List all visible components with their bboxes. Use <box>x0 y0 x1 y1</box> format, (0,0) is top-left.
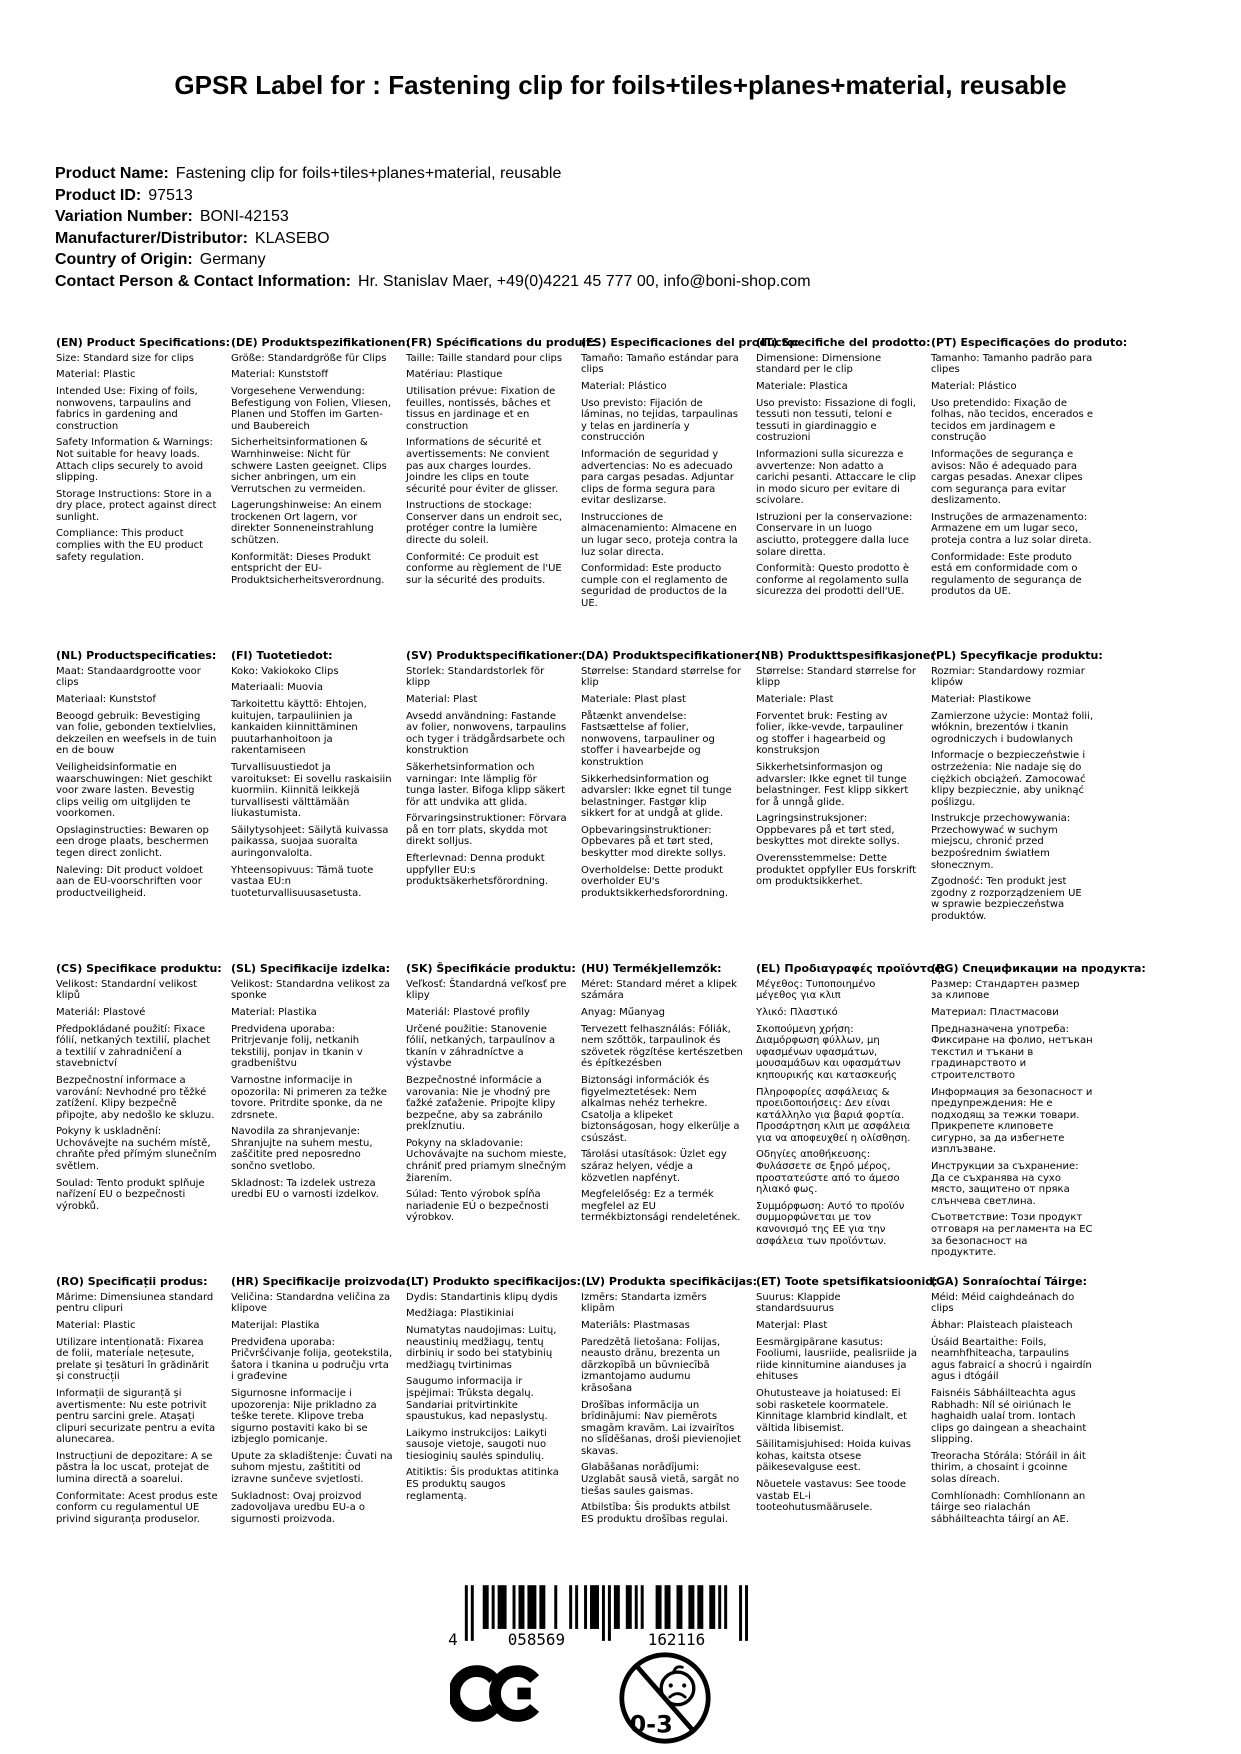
spec-items <box>56 666 218 900</box>
spec-block <box>56 337 231 650</box>
spec-heading: (LT) Produkto specifikacijos: <box>406 1275 581 1288</box>
spec-item: Súlad: Tento výrobok spĺňa nariadenie EÚ o bezpečnosti výrobkov. <box>406 1189 549 1224</box>
spec-item: Efterlevnad: Denna produkt uppfyller EU:s produktsäkerhetsförordning. <box>406 853 549 888</box>
age-warning-label: 0-3 <box>629 1710 673 1739</box>
spec-item: Instrucțiuni de depozitare: A se păstra la loc uscat, protejat de lumina directă a soarelui. <box>56 1450 213 1486</box>
spec-item: Overholdelse: Dette produkt overholder EU's produktsikkerhedsforordning. <box>581 864 729 899</box>
spec-items <box>756 979 918 1247</box>
product-info-row <box>55 249 1185 271</box>
spec-items <box>931 666 1093 923</box>
spec-item: Sicherheitsinformationen & Warnhinweise: Nicht für schwere Lasten geeignet. Clips sicher anbringen, um ein Verrutschen zu vermeiden. <box>231 437 387 495</box>
spec-block <box>756 1275 938 1589</box>
spec-item: Informações de segurança e avisos: Não é adequado para cargas pesadas. Anexar clipes com segurança para evitar deslizamento. <box>931 448 1083 507</box>
spec-heading: (GA) Sonraíochtaí Táirge: <box>931 1275 1087 1288</box>
spec-item: Sigurnosne informacije i upozorenja: Nije prikladno za teške terete. Klipove treba sigurno postaviti kako bi se izbjeglo pomicanje. <box>231 1387 377 1446</box>
spec-heading: (ET) Toote spetsifikatsioonid: <box>756 1275 938 1288</box>
spec-item: Materiál: Plastové profily <box>406 1006 530 1018</box>
spec-item: Zamierzone użycie: Montaż folii, włóknin, brezentów i tkanin ogrodniczych i budowlanych <box>931 710 1093 745</box>
spec-item: Förvaringsinstruktioner: Förvara på en torr plats, skydda mot direkt solljus. <box>406 813 567 848</box>
spec-item: Conformità: Questo prodotto è conforme al regolamento sulla sicurezza dei prodotti dell'UE. <box>756 563 910 598</box>
spec-item: Предназначена употреба: Фиксиране на фолио, нетъкан текстил и тъкани в градинарството и строителството <box>931 1023 1093 1081</box>
spec-item: Zgodność: Ten produkt jest zgodny z rozporządzeniem UE w sprawie bezpieczeństwa produktów. <box>931 876 1082 923</box>
spec-item: Atitiktis: Šis produktas atitinka ES produktų saugos reglamentą. <box>406 1467 559 1502</box>
spec-items <box>231 353 393 587</box>
spec-item: Bezpečnostní informace a varování: Nevhodné pro těžké zatížení. Klipy bezpečně připojte, aby nedošlo ke skluzu. <box>56 1074 215 1121</box>
product-info-row <box>55 228 1185 250</box>
spec-item: Uso pretendido: Fixação de folhas, não tecidos, encerados e tecidos em jardinagem e construção <box>931 397 1093 444</box>
spec-heading: (DE) Produktspezifikationen: <box>231 336 410 349</box>
spec-item: Naleving: Dit product voldoet aan de EU-voorschriften voor productveiligheid. <box>56 864 204 899</box>
spec-item: Storlek: Standardstorlek för klipp <box>406 665 545 689</box>
spec-item: Opbevaringsinstruktioner: Opbevares på et tørt sted, beskytter mod direkte sollys. <box>581 824 727 860</box>
spec-items <box>406 666 568 888</box>
spec-item: Sikkerhetsinformasjon og advarsler: Ikke egnet til tunge belastninger. Fest klipp sikkert for å unngå glide. <box>756 761 909 808</box>
product-info-value: Hr. Stanislav Maer, +49(0)4221 45 777 00, info@boni-shop.com <box>358 272 811 290</box>
spec-item: Dimensione: Dimensione standard per le clip <box>756 352 882 376</box>
spec-item: Predviđena uporaba: Pričvršćivanje folija, geotekstila, šatora i tkanina u području vrta i građevine <box>231 1336 393 1383</box>
spec-item: Yhteensopivuus: Tämä tuote vastaa EU:n tuoteturvallisuusasetusta. <box>231 864 374 899</box>
spec-item: Materiaali: Muovia <box>231 682 323 694</box>
spec-item: Turvallisuustiedot ja varoitukset: Ei sovellu raskaisiin kuormiin. Kiinnitä leikkejä turvallisesti välttämään liukastumista. <box>231 761 392 820</box>
product-info-label: Product ID: <box>55 186 142 204</box>
spec-item: Izmērs: Standarta izmērs klipām <box>581 1291 707 1315</box>
barcode-right-group: 162116 <box>647 1629 706 1649</box>
spec-item: Předpokládané použití: Fixace fólií, netkaných textilií, plachet a textilií v zahradničení a stavebnictví <box>56 1023 211 1070</box>
spec-item: Størrelse: Standard størrelse for klipp <box>756 665 917 689</box>
spec-item: Avsedd användning: Fastande av folier, nonwovens, tarpaulins och tyger i trädgårdsarbete och konstruktion <box>406 710 567 757</box>
spec-block <box>931 1276 1106 1589</box>
spec-item: Veličina: Standardna veličina za klipove <box>231 1291 391 1315</box>
spec-item: Materiał: Plastikowe <box>931 693 1031 705</box>
spec-item: Faisnéis Sábháilteachta agus Rabhadh: Níl sé oiriúnach le haghaidh ualaí trom. Iontach clips go daingean a sheachaint slipping. <box>931 1387 1087 1446</box>
spec-item: Comhlíonadh: Comhlíonann an táirge seo rialachán sábháilteachta táirgí an AE. <box>931 1490 1086 1525</box>
spec-item: Megfelelőség: Ez a termék megfelel az EU termékbiztonsági rendeletének. <box>581 1189 741 1224</box>
spec-item: Varnostne informacije in opozorila: Ni primeren za težke tovore. Pritrdite sponke, da ne zdrsnete. <box>231 1074 387 1121</box>
spec-item: Conformitate: Acest produs este conform cu regulamentul UE privind siguranța produselor. <box>56 1490 218 1525</box>
spec-item: Nõuetele vastavus: See toode vastab EL-i tooteohutusmäärusele. <box>756 1479 907 1514</box>
spec-heading: (DA) Produktspecifikationer: <box>581 649 759 662</box>
spec-item: Veiligheidsinformatie en waarschuwingen: Niet geschikt voor zware lasten. Bevestig clips veilig om uitglijden te voorkomen. <box>56 761 213 820</box>
product-info-label: Country of Origin: <box>55 251 193 268</box>
spec-item: Utilisation prévue: Fixation de feuilles, nontissés, bâches et tissus en jardinage et en construction <box>406 385 556 432</box>
spec-items <box>581 353 743 610</box>
spec-items <box>406 979 568 1224</box>
spec-item: Compliance: This product complies with the EU product safety regulation. <box>56 528 204 563</box>
product-info-label: Contact Person & Contact Information: <box>55 272 352 290</box>
spec-item: Anyag: Műanyag <box>581 1006 665 1018</box>
spec-heading: (LV) Produkta specifikācijas: <box>581 1275 757 1288</box>
spec-items <box>56 353 218 564</box>
product-info-value: 97513 <box>148 186 193 204</box>
spec-item: Predvidena uporaba: Pritrjevanje folij, netkanih tekstilij, ponjav in tkanin v gradbeništvu <box>231 1023 363 1070</box>
spec-item: Säilytysohjeet: Säilytä kuivassa paikassa, suojaa suoralta auringonvalolta. <box>231 824 389 860</box>
spec-heading: (SV) Produktspecifikationer: <box>406 649 583 662</box>
spec-block <box>406 1276 581 1589</box>
spec-item: Koko: Vakiokoko Clips <box>231 665 339 677</box>
spec-items <box>231 1292 393 1526</box>
spec-item: Materjal: Plast <box>756 1319 828 1331</box>
spec-item: Méret: Standard méret a klipek számára <box>581 978 737 1002</box>
spec-item: Skladnost: Ta izdelek ustreza uredbi EU o varnosti izdelkov. <box>231 1177 379 1201</box>
spec-item: Velikost: Standardní velikost klipů <box>56 978 198 1002</box>
spec-heading: (EL) Προδιαγραφές προϊόντος: <box>756 962 946 975</box>
spec-items <box>406 353 568 587</box>
spec-item: Tarkoitettu käyttö: Ehtojen, kuitujen, tarpauliinien ja kankaiden kiinnittäminen puutarhanhoitoon ja rakentamiseen <box>231 698 367 757</box>
spec-block <box>56 963 231 1276</box>
spec-items <box>756 666 918 888</box>
spec-heading: (FR) Spécifications du produit: <box>406 336 596 349</box>
spec-item: Taille: Taille standard pour clips <box>406 352 563 364</box>
spec-item: Paredzētā lietošana: Folijas, neausto drānu, brezenta un dārzkopībā un būvniecībā izmantojamo audumu krāsošana <box>581 1336 721 1394</box>
spec-item: Οδηγίες αποθήκευσης: Φυλάσσετε σε ξηρό μέρος, προστατεύστε από το άμεσο ηλιακό φως. <box>756 1149 900 1196</box>
spec-item: Größe: Standardgröße für Clips <box>231 352 387 364</box>
spec-item: Πληροφορίες ασφάλειας & προειδοποιήσεις: Δεν είναι κατάλληλο για βαριά φορτία. Προσάρτηση κλιπ με ασφάλεια για να αποφευχθεί η ολίσθηση. <box>756 1086 911 1144</box>
spec-block <box>56 650 231 963</box>
spec-item: Biztonsági információk és figyelmeztetések: Nem alkalmas nehéz terhekre. Csatolja a klipeket biztonságosan, hogy elkerülje a csúszást. <box>581 1074 740 1144</box>
spec-block <box>231 963 406 1276</box>
spec-block <box>581 1276 756 1589</box>
spec-item: Materiale: Plast plast <box>581 693 686 705</box>
spec-block <box>406 336 596 650</box>
spec-heading: (NL) Productspecificaties: <box>56 649 217 662</box>
ce-mark-icon <box>450 1662 548 1730</box>
spec-item: Información de seguridad y advertencias: No es adecuado para cargas pesadas. Adjuntar clips de forma segura para evitar deslizarse. <box>581 448 734 507</box>
spec-item: Určené použitie: Stanovenie fólií, netkaných, tarpaulínov a tkanín v záhradníctve a výstavbe <box>406 1023 556 1070</box>
spec-item: Material: Plastika <box>231 1006 317 1018</box>
spec-heading: (IT) Specifiche del prodotto: <box>756 336 931 349</box>
spec-item: Conformité: Ce produit est conforme au règlement de l'UE sur la sécurité des produits. <box>406 551 562 586</box>
spec-item: Konformität: Dieses Produkt entspricht der EU-Produktsicherheitsverordnung. <box>231 551 385 586</box>
spec-item: Vorgesehene Verwendung: Befestigung von Folien, Vliesen, Planen und Stoffen im Garten- und Baubereich <box>231 385 392 432</box>
spec-item: Material: Kunststoff <box>231 369 329 381</box>
spec-item: Informazioni sulla sicurezza e avvertenze: Non adatto a carichi pesanti. Attaccare le clip in modo sicuro per evitare di scivolare. <box>756 448 917 507</box>
spec-block <box>931 962 1146 1276</box>
spec-item: Informații de siguranță și avertismente: Nu este potrivit pentru sarcini grele. Atașați clipuri securizate pentru a evita alunecarea. <box>56 1387 216 1446</box>
spec-item: Opslaginstructies: Bewaren op een droge plaats, beschermen tegen direct zonlicht. <box>56 824 209 860</box>
spec-heading: (PL) Specyfikacje produktu: <box>931 649 1103 662</box>
spec-items <box>756 1292 918 1514</box>
spec-item: Navodila za shranjevanje: Shranjujte na suhem mestu, zaščitite pred neposredno sončno svetlobo. <box>231 1126 373 1173</box>
spec-items <box>231 979 393 1201</box>
spec-block <box>406 650 581 963</box>
spec-item: Sikkerhedsinformation og advarsler: Ikke egnet til tunge belastninger. Fastgør klip sikkert for at undgå at glide. <box>581 773 732 820</box>
spec-block <box>931 650 1106 963</box>
spec-heading: (NB) Produkttspesifikasjoner: <box>756 649 941 662</box>
ean13-barcode <box>441 1585 751 1649</box>
spec-item: Ábhar: Plaisteach plaisteach <box>931 1319 1073 1331</box>
spec-block <box>756 649 941 963</box>
product-info-label: Product Name: <box>55 165 169 182</box>
spec-item: Overensstemmelse: Dette produktet oppfyller EUs forskrift om produktsikkerhet. <box>756 853 917 888</box>
spec-item: Laikymo instrukcijos: Laikyti sausoje vietoje, saugoti nuo tiesioginių saulės spindulių. <box>406 1427 547 1462</box>
spec-block <box>756 962 946 1276</box>
spec-item: Upute za skladištenje: Čuvati na suhom mjestu, zaštititi od izravne sunčeve svjetlosti. <box>231 1450 393 1486</box>
spec-block <box>581 649 759 963</box>
product-info-value: Germany <box>199 251 266 268</box>
spec-item: Материал: Пластмасови <box>931 1006 1059 1018</box>
spec-item: Safety Information & Warnings: Not suitable for heavy loads. Attach clips securely to avoid slipping. <box>56 437 213 484</box>
product-info <box>55 163 1185 292</box>
spec-item: Glabāšanas norādījumi: Uzglabāt sausā vietā, sargāt no tiešas saules gaismas. <box>581 1462 740 1497</box>
spec-item: Materiale: Plastica <box>756 380 848 392</box>
specs-grid <box>56 337 1186 1589</box>
spec-item: Méid: Méid caighdeánach do clips <box>931 1291 1075 1315</box>
spec-item: Instruções de armazenamento: Armazene em um lugar seco, proteja contra a luz solar direta. <box>931 511 1092 547</box>
page-title: GPSR Label for : Fastening clip for foils+tiles+planes+material, reusable <box>174 70 1067 101</box>
spec-item: Μέγεθος: Τυποποιημένο μέγεθος για κλιπ <box>756 978 876 1002</box>
spec-heading: (SL) Specifikacije izdelka: <box>231 962 391 975</box>
spec-items <box>931 353 1093 598</box>
barcode-left-group: 058569 <box>507 1629 566 1649</box>
spec-item: Velikost: Standardna velikost za sponke <box>231 978 391 1002</box>
spec-item: Υλικό: Πλαστικό <box>756 1006 838 1018</box>
spec-block <box>756 337 931 650</box>
spec-item: Suurus: Klappide standardsuurus <box>756 1291 841 1315</box>
spec-item: Säkerhetsinformation och varningar: Inte lämplig för tunga laster. Bifoga klipp säkert för att undvika att glida. <box>406 761 566 808</box>
spec-item: Conformidad: Este producto cumple con el reglamento de seguridad de productos de la UE. <box>581 563 728 610</box>
spec-item: Pokyny k uskladnění: Uchovávejte na suchém místě, chraňte před přímým slunečním světlem. <box>56 1126 217 1173</box>
spec-heading: (EN) Product Specifications: <box>56 336 230 349</box>
spec-item: Lagringsinstruksjoner: Oppbevares på et tørt sted, beskyttes mot direkte sollys. <box>756 813 900 848</box>
spec-item: Intended Use: Fixing of foils, nonwovens, tarpaulins and fabrics in gardening and construction <box>56 385 198 432</box>
spec-items <box>581 1292 743 1526</box>
spec-item: Conformidade: Este produto está em conformidade com o regulamento de segurança de produtos da UE. <box>931 551 1082 598</box>
spec-item: Size: Standard size for clips <box>56 352 194 364</box>
spec-item: Material: Plástico <box>581 380 667 392</box>
spec-item: Uso previsto: Fissazione di fogli, tessuti non tessuti, teloni e tessuti in giardinaggio e costruzioni <box>756 397 916 444</box>
spec-heading: (PT) Especificações do produto: <box>931 336 1128 349</box>
spec-items <box>231 666 393 900</box>
spec-item: Mărime: Dimensiunea standard pentru clipuri <box>56 1291 214 1315</box>
spec-item: Tamaño: Tamaño estándar para clips <box>581 352 739 376</box>
spec-items <box>931 1292 1093 1526</box>
spec-items <box>581 666 743 900</box>
spec-item: Tervezett felhasználás: Fóliák, nem szőttök, tarpaulinok és szövetek rögzítése kertészetben és építkezésben <box>581 1023 743 1070</box>
spec-item: Säilitamisjuhised: Hoida kuivas kohas, kaitsta otsese päikesevalguse eest. <box>756 1439 912 1474</box>
spec-item: Veľkosť: Štandardná veľkosť pre klipy <box>406 978 567 1002</box>
spec-item: Materiál: Plastové <box>56 1006 146 1018</box>
product-info-label: Variation Number: <box>55 208 193 225</box>
spec-items <box>406 1292 568 1503</box>
barcode-prefix-digit: 4 <box>448 1629 458 1649</box>
product-info-value: BONI-42153 <box>199 208 289 225</box>
spec-item: Instructions de stockage: Conserver dans un endroit sec, protéger contre la lumière directe du soleil. <box>406 500 563 547</box>
barcode-bars-icon <box>441 1585 751 1649</box>
spec-item: Material: Plastic <box>56 369 136 381</box>
spec-item: Ohutusteave ja hoiatused: Ei sobi rasketele koormatele. Kinnitage klambrid kindlalt, et vältida libisemist. <box>756 1387 908 1434</box>
spec-item: Material: Plast <box>406 693 478 705</box>
spec-item: Tamanho: Tamanho padrão para clipes <box>931 352 1093 376</box>
spec-item: Saugumo informacija ir įspėjimai: Trūksta degalų. Sandariai pritvirtinkite spaustukus, kad nepaslystų. <box>406 1376 548 1423</box>
spec-item: Materiāls: Plastmasas <box>581 1319 690 1331</box>
spec-item: Съответствие: Този продукт отговаря на регламента на ЕС за безопасност на продуктите. <box>931 1212 1093 1259</box>
spec-item: Påtænkt anvendelse: Fastsættelse af folier, nonwovens, tarpauliner og stoffer i havearbejde og konstruktion <box>581 710 715 768</box>
spec-item: Dydis: Standartinis klipų dydis <box>406 1291 558 1303</box>
spec-item: Συμμόρφωση: Αυτό το προϊόν συμμορφώνεται με τον κανονισμό της ΕΕ για την ασφάλεια των προϊόντων. <box>756 1200 905 1247</box>
spec-items <box>931 979 1093 1259</box>
spec-block <box>231 336 410 650</box>
spec-block <box>56 1276 231 1589</box>
spec-block <box>581 963 756 1276</box>
age-warning-0-3-icon <box>617 1650 713 1751</box>
spec-block <box>231 1275 410 1589</box>
spec-item: Instrukcje przechowywania: Przechowywać w suchym miejscu, chronić przed bezpośrednim światłem słonecznym. <box>931 813 1071 871</box>
spec-item: Pokyny na skladovanie: Uchovávajte na suchom mieste, chrániť pred priamym slnečným žiarením. <box>406 1137 567 1184</box>
spec-heading: (CS) Specifikace produktu: <box>56 962 222 975</box>
spec-item: Uso previsto: Fijación de láminas, no tejidas, tarpaulinas y telas en jardinería y construcción <box>581 397 738 444</box>
spec-item: Atbilstība: Šis produkts atbilst ES produktu drošības regulai. <box>581 1502 731 1525</box>
spec-item: Maat: Standaardgrootte voor clips <box>56 665 201 689</box>
spec-item: Materiale: Plast <box>756 693 834 705</box>
product-info-label: Manufacturer/Distributor: <box>55 229 248 247</box>
spec-block <box>931 336 1128 650</box>
spec-item: Informations de sécurité et avertissements: Ne convient pas aux charges lourdes. Joindre les clips en toute sécurité pour éviter de glisser. <box>406 437 559 495</box>
spec-item: Bezpečnostné informácie a varovania: Nie je vhodný pre ťažké zaťaženie. Pripojte klipy bezpečne, aby sa zabránilo prekĺznutiu. <box>406 1074 556 1133</box>
spec-item: Numatytas naudojimas: Luitų, neaustinių medžiagų, tentų dirbinių ir sodo bei statybinių medžiagų tvirtinimas <box>406 1324 557 1371</box>
spec-heading: (ES) Especificaciones del producto: <box>581 336 799 349</box>
spec-item: Utilizare intenționată: Fixarea de folii, materiale nețesute, prelate și țesături în grădinărit și construcții <box>56 1336 209 1383</box>
spec-heading: (FI) Tuotetiedot: <box>231 649 333 662</box>
spec-item: Informacje o bezpieczeństwie i ostrzeżenia: Nie nadaje się do ciężkich obciążeń. Zamocować klipy bezpiecznie, aby uniknąć poślizgu. <box>931 750 1086 808</box>
spec-heading: (BG) Спецификации на продукта: <box>931 962 1146 975</box>
product-info-row <box>55 163 1185 185</box>
spec-item: Storage Instructions: Store in a dry place, protect against direct sunlight. <box>56 488 217 523</box>
product-info-row <box>55 206 1185 228</box>
spec-item: Lagerungshinweise: An einem trockenen Ort lagern, vor direkter Sonneneinstrahlung schützen. <box>231 500 382 547</box>
spec-item: Rozmiar: Standardowy rozmiar klipów <box>931 665 1085 689</box>
spec-item: Istruzioni per la conservazione: Conservare in un luogo asciutto, proteggere dalla luce solare diretta. <box>756 511 913 558</box>
product-info-value: KLASEBO <box>254 229 330 247</box>
spec-heading: (RO) Specificații produs: <box>56 1275 208 1288</box>
spec-item: Treoracha Stórála: Stóráil in áit thirim, a chosaint i gcoinne solas díreach. <box>931 1450 1086 1486</box>
spec-item: Tárolási utasítások: Üzlet egy száraz helyen, védje a közvetlen napfényt. <box>581 1149 727 1184</box>
spec-item: Drošības informācija un brīdinājumi: Nav piemērots smagām kravām. Lai izvairītos no slīdēšanas, droši pievienojiet skavas. <box>581 1399 742 1457</box>
spec-heading: (HU) Termékjellemzők: <box>581 962 722 975</box>
spec-item: Størrelse: Standard størrelse for klip <box>581 665 742 689</box>
spec-item: Размер: Стандартен размер за клипове <box>931 978 1080 1002</box>
spec-heading: (SK) Špecifikácie produktu: <box>406 962 576 975</box>
spec-items <box>581 979 743 1224</box>
spec-item: Matériau: Plastique <box>406 369 503 381</box>
spec-item: Sukladnost: Ovaj proizvod zadovoljava uredbu EU-a o sigurnosti proizvoda. <box>231 1490 366 1525</box>
spec-items <box>56 1292 218 1526</box>
spec-item: Soulad: Tento produkt splňuje nařízení EU o bezpečnosti výrobků. <box>56 1177 205 1212</box>
spec-item: Úsáid Beartaithe: Foils, neamhfhiteacha, tarpaulins agus fabraicí a shocrú i ngairdín agus i dtógáil <box>931 1336 1092 1383</box>
product-info-row <box>55 185 1185 207</box>
spec-item: Σκοπούμενη χρήση: Διαμόρφωση φύλλων, μη υφασμένων υφασμάτων, μουσαμάδων και υφασμάτων κηπουρικής και κατασκευής <box>756 1023 901 1081</box>
spec-item: Eesmärgipärane kasutus: Fooliumi, lausriide, pealisriide ja riide kinnitumine aianduses ja ehituses <box>756 1336 918 1383</box>
spec-items <box>56 979 218 1213</box>
spec-item: Medžiaga: Plastikiniai <box>406 1308 514 1320</box>
spec-item: Forventet bruk: Festing av folier, ikke-vevde, tarpauliner og stoffer i hagearbeid og konstruksjon <box>756 710 904 757</box>
spec-block <box>581 336 799 650</box>
spec-item: Информация за безопасност и предупреждения: Не е подходящ за тежки товари. Прикрепете клиповете сигурно, за да избегнете изплъзване. <box>931 1086 1093 1156</box>
spec-item: Инструкции за съхранение: Да се съхранява на сухо място, защитено от пряка слънчева светлина. <box>931 1161 1079 1207</box>
spec-heading: (HR) Specifikacije proizvoda: <box>231 1275 410 1288</box>
spec-block <box>231 650 406 963</box>
spec-item: Material: Plastic <box>56 1319 136 1331</box>
spec-item: Material: Plástico <box>931 380 1017 392</box>
spec-item: Materiaal: Kunststof <box>56 693 156 705</box>
spec-item: Instrucciones de almacenamiento: Almacene en un lugar seco, proteja contra la luz solar directa. <box>581 511 738 558</box>
product-info-value: Fastening clip for foils+tiles+planes+material, reusable <box>175 165 562 182</box>
spec-item: Beoogd gebruik: Bevestiging van folie, gebonden textielvlies, dekzeilen en weefsels in de tuin en de bouw <box>56 710 217 757</box>
spec-items <box>756 353 918 598</box>
spec-block <box>406 963 581 1276</box>
product-info-row <box>55 271 1185 293</box>
spec-item: Materijal: Plastika <box>231 1319 320 1331</box>
